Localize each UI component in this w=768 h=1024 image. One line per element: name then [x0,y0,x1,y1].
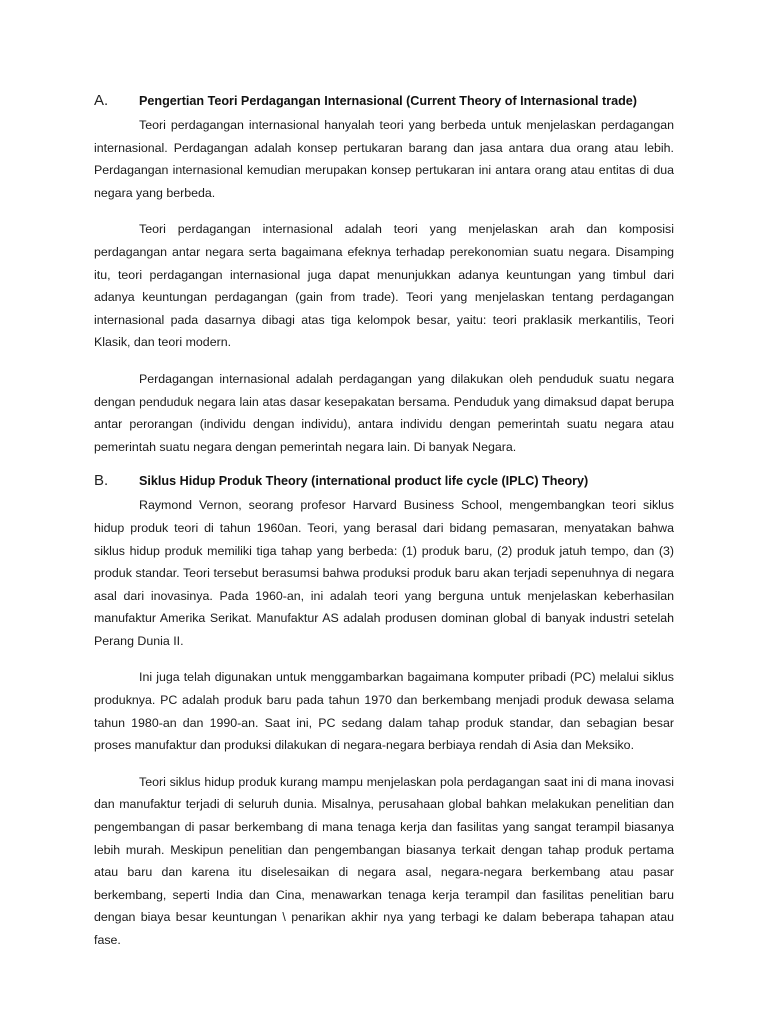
section-b-paragraph-1: Raymond Vernon, seorang profesor Harvard Business School, mengembangkan teori siklus hidup produk teori di tahun 1960an. Teori, yang berasal dari bidang pemasaran, menyatakan bahwa siklus hidup produk memiliki tiga tahap yang berbeda: (1) produk baru, (2) produk jatuh tempo, dan (3) produk standar. Teori tersebut berasumsi bahwa produksi produk baru akan terjadi sepenuhnya di negara asal dari inovasinya. Pada 1960-an, ini adalah teori yang berguna untuk menjelaskan keberhasilan manufaktur Amerika Serikat. Manufaktur AS adalah produsen dominan global di banyak industri setelah Perang Dunia II. [94,498,674,648]
section-a-paragraph-2: Teori perdagangan internasional adalah teori yang menjelaskan arah dan komposisi perdagangan antar negara serta bagaimana efeknya terhadap perekonomian suatu negara. Disamping itu, teori perdagangan internasional juga dapat menunjukkan adanya keuntungan yang timbul dari adanya keuntungan perdagangan (gain from trade). Teori yang menjelaskan tentang perdagangan internasional pada dasarnya dibagi atas tiga kelompok besar, yaitu: teori praklasik merkantilis, Teori Klasik, dan teori modern. [94,222,674,350]
section-b-title: Siklus Hidup Produk Theory (international product life cycle (IPLC) Theory) [139,474,589,489]
section-a-heading [94,92,674,114]
section-b-paragraph-2: Ini juga telah digunakan untuk menggambarkan bagaimana komputer pribadi (PC) melalui siklus produknya. PC adalah produk baru pada tahun 1970 dan berkembang menjadi produk dewasa selama tahun 1980-an dan 1990-an. Saat ini, PC sedang dalam tahap produk standar, dan sebagian besar proses manufaktur dan produksi dilakukan di negara-negara berbiaya rendah di Asia dan Meksiko. [94,670,674,753]
section-a-title: Pengertian Teori Perdagangan Internasional (Current Theory of Internasional trade) [139,94,638,108]
section-b-paragraph-3: Teori siklus hidup produk kurang mampu menjelaskan pola perdagangan saat ini di mana inovasi dan manufaktur terjadi di seluruh dunia. Misalnya, perusahaan global bahkan melakukan penelitian dan pengembangan di pasar berkembang di mana tenaga kerja dan fasilitas yang sangat terampil biasanya lebih murah. Meskipun penelitian dan pengembangan biasanya terkait dengan tahap produk pertama atau baru dan karena itu diselesaikan di negara asal, negara-negara berkembang atau pasar berkembang, seperti India dan Cina, menawarkan tenaga kerja terampil dan fasilitas penelitian baru dengan biaya besar keuntungan \ penarikan akhir nya yang terbagi ke dalam beberapa tahapan atau fase. [94,774,674,947]
section-b-heading [94,472,674,494]
section-b-marker: B. [94,472,109,490]
section-a-marker: A. [94,92,109,109]
section-a-paragraph-1: Teori perdagangan internasional hanyalah teori yang berbeda untuk menjelaskan perdagangan internasional. Perdagangan adalah konsep pertukaran barang dan jasa antara dua orang atau lebih. Perdagangan internasional kemudian merupakan konsep pertukaran ini antara orang atau entitas di dua negara yang berbeda. [94,118,674,200]
section-a-paragraph-3: Perdagangan internasional adalah perdagangan yang dilakukan oleh penduduk suatu negara dengan penduduk negara lain atas dasar kesepakatan bersama. Penduduk yang dimaksud dapat berupa antar perorangan (individu dengan individu), antara individu dengan pemerintah suatu negara atau pemerintah suatu negara dengan pemerintah negara lain. Di banyak Negara. [94,371,674,454]
